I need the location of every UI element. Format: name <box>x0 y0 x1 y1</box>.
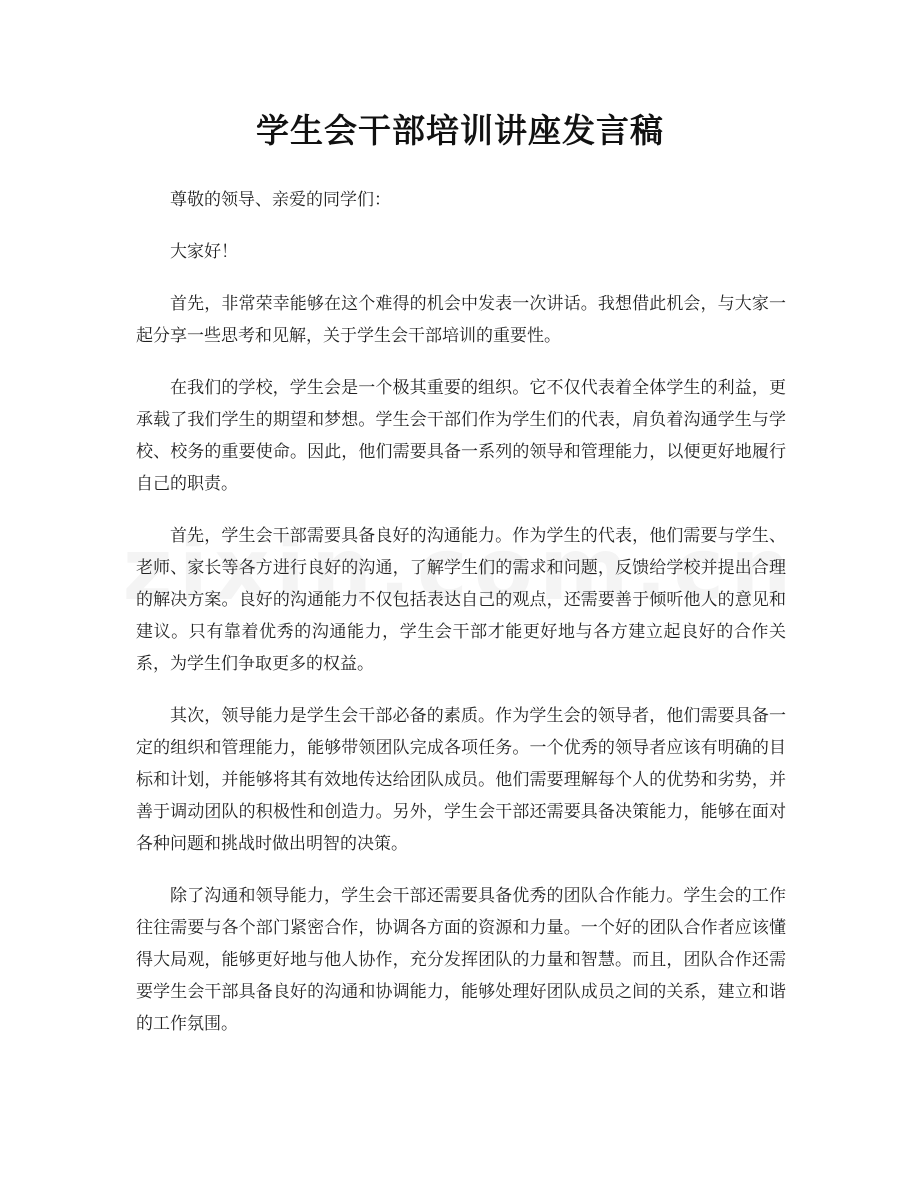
document-title: 学生会干部培训讲座发言稿 <box>256 111 664 150</box>
greeting: 大家好！ <box>170 242 238 262</box>
paragraph-intro: 首先，非常荣幸能够在这个难得的机会中发表一次讲话。我想借此机会，与大家一起分享一些思考和见解，关于学生会干部培训的重要性。 <box>136 294 786 346</box>
paragraph-communication: 首先，学生会干部需要具备良好的沟通能力。作为学生的代表，他们需要与学生、老师、家长等各方进行良好的沟通，了解学生们的需求和问题，反馈给学校并提出合理的解决方案。良好的沟通能力不仅包括表达自己的观点，还需要善于倾听他人的意见和建议。只有靠着优秀的沟通能力，学生会干部才能更好地与各方建立起良好的合作关系，为学生们争取更多的权益。 <box>136 526 786 674</box>
paragraph-teamwork: 除了沟通和领导能力，学生会干部还需要具备优秀的团队合作能力。学生会的工作往往需要与各个部门紧密合作，协调各方面的资源和力量。一个好的团队合作者应该懂得大局观，能够更好地与他人协作，充分发挥团队的力量和智慧。而且，团队合作还需要学生会干部具备良好的沟通和协调能力，能够处理好团队成员之间的关系，建立和谐的工作氛围。 <box>136 886 786 1034</box>
document-body <box>136 184 786 1060</box>
paragraph-student-union: 在我们的学校，学生会是一个极其重要的组织。它不仅代表着全体学生的利益，更承载了我们学生的期望和梦想。学生会干部们作为学生们的代表，肩负着沟通学生与学校、校务的重要使命。因此，他们需要具备一系列的领导和管理能力，以便更好地履行自己的职责。 <box>136 378 786 494</box>
paragraph-leadership: 其次，领导能力是学生会干部必备的素质。作为学生会的领导者，他们需要具备一定的组织和管理能力，能够带领团队完成各项任务。一个优秀的领导者应该有明确的目标和计划，并能够将其有效地传达给团队成员。他们需要理解每个人的优势和劣势，并善于调动团队的积极性和创造力。另外，学生会干部还需要具备决策能力，能够在面对各种问题和挑战时做出明智的决策。 <box>136 706 786 854</box>
salutation: 尊敬的领导、亲爱的同学们： <box>170 190 391 210</box>
